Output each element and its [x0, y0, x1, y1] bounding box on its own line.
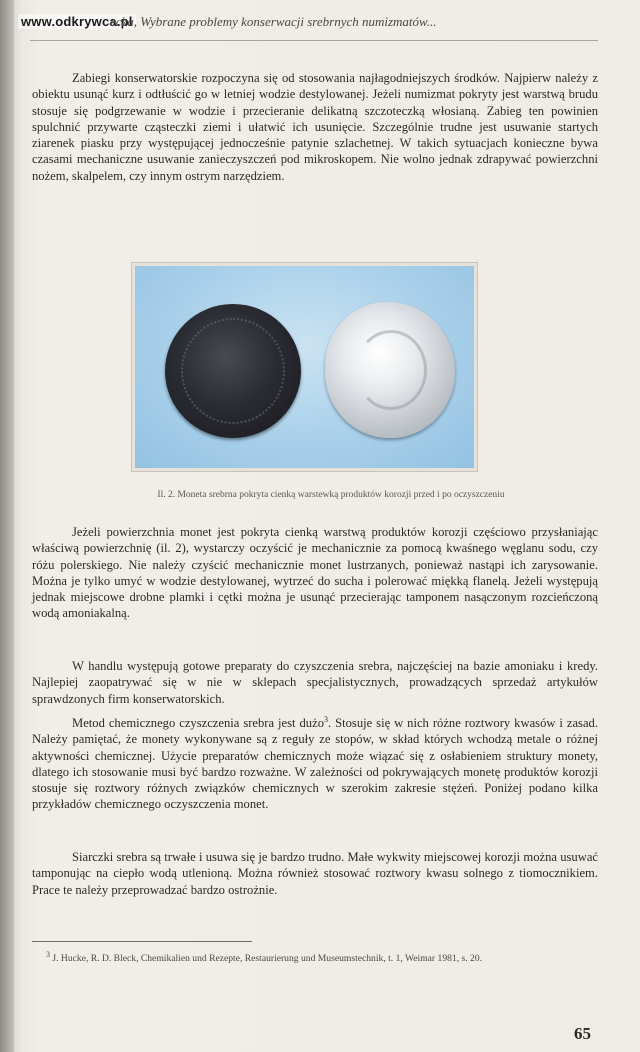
coins-photo — [135, 266, 474, 468]
figure-coins — [131, 262, 478, 472]
footnote-reference: 3 — [324, 714, 328, 724]
footnote-mark: 3 — [46, 949, 50, 959]
page-number: 65 — [574, 1024, 591, 1043]
paragraph-chemical-methods-start: Metod chemicznego czyszczenia srebra jest dużo — [72, 716, 324, 730]
coin-before-cleaning — [165, 304, 301, 438]
footnote — [32, 949, 598, 966]
footnote-text: J. Hucke, R. D. Bleck, Chemikalien und Rezepte, Restaurierung und Museumstechnik, t. 1, Weimar 1981, s. 20. — [50, 953, 483, 964]
coin-after-cleaning — [325, 302, 455, 438]
paragraph-mechanical-cleaning: Jeżeli powierzchnia monet jest pokryta cienką warstwą produktów korozji częściowo przysłaniając właściwą powierzchnię (il. 2), wystarczy oczyścić je mechanicznie za pomocą kwaśnego węglanu sodu, czy różu polerskiego. Nie należy czyścić mechanicznie monet lustrzanych, ponieważ nastąpi ich zarysowanie. Można je tylko umyć w wodzie destylowanej, wytrzeć do sucha i polerować miękką flanelą. Jeżeli występują jednak miejscowe drobne plamki i cętki można je usunąć przecierając tamponem nasączonym rozcieńczoną wodą amoniakalną. — [32, 525, 598, 621]
figure-caption: Il. 2. Moneta srebrna pokryta cienką warstewką produktów korozji przed i po oczyszczeniu — [157, 490, 505, 500]
paragraph-chemical-methods-end: . Stosuje się w nich różne roztwory kwasów i zasad. Należy pamiętać, że monety wykonywane są z reguły ze stopów, w skład których wchodzą metale o różnej aktywności chemicznej. Użycie preparatów chemicznych może wiązać się z osłabieniem struktury monety, dlatego ich stosowanie musi być bardzo rozważne. W zależności od pokrywających monetę produktów korozji stosuje się roztwory różnych związków chemicznych w szerokim zakresie stężeń. Poniżej podano kilka przykładów chemicznego oczyszczenia monet. — [32, 716, 598, 812]
footnote-rule — [32, 941, 252, 942]
paragraph-silver-sulfides: Siarczki srebra są trwałe i usuwa się je bardzo trudno. Małe wykwity miejscowej korozji można usuwać tamponując na ciepło wodą utlenioną. Można również stosować roztwory kwasu solnego z tiomocznikiem. Prace te należy przeprowadzać bardzo ostrożnie. — [32, 850, 598, 897]
paragraph-ready-preparations: W handlu występują gotowe preparaty do czyszczenia srebra, najczęściej na bazie amoniaku i kredy. Najlepiej zaopatrywać się w nie w sklepach specjalistycznych, prowadzących sprzedaż artykułów sprawdzonych firm konserwatorskich. — [32, 659, 598, 706]
book-spine — [0, 0, 14, 1052]
header-rule — [30, 40, 598, 41]
paragraph-cleaning-intro: Zabiegi konserwatorskie rozpoczyna się od stosowania najłagodniejszych środków. Najpierw należy z obiektu usunąć kurz i odtłuścić go w letniej wodzie destylowanej. Jeżeli numizmat pokryty jest warstwą brudu stosuje się podgrzewanie w wodzie i przecieranie delikatną szczoteczką włosianą. Zabieg ten powinien spulchnić przywarte cząsteczki ziemi i ułatwić ich usunięcie. Szczególnie trudne jest usuwanie startych ziarenek piasku przy występującej jednocześnie patynie szlachetnej. W takich sytuacjach konieczne bywa czasami mechaniczne usuwanie zanieczyszczeń pod mikroskopem. Nie wolno jednak zdrapywać powierzchni nożem, skalpelem, czy innym ostrym narzędziem. — [32, 71, 598, 183]
paragraph-chemical-methods — [32, 715, 598, 813]
watermark: www.odkrywca.pl — [18, 14, 136, 29]
running-head: ecka, Wybrane problemy konserwacji srebrnych numizmatów... — [110, 14, 437, 29]
